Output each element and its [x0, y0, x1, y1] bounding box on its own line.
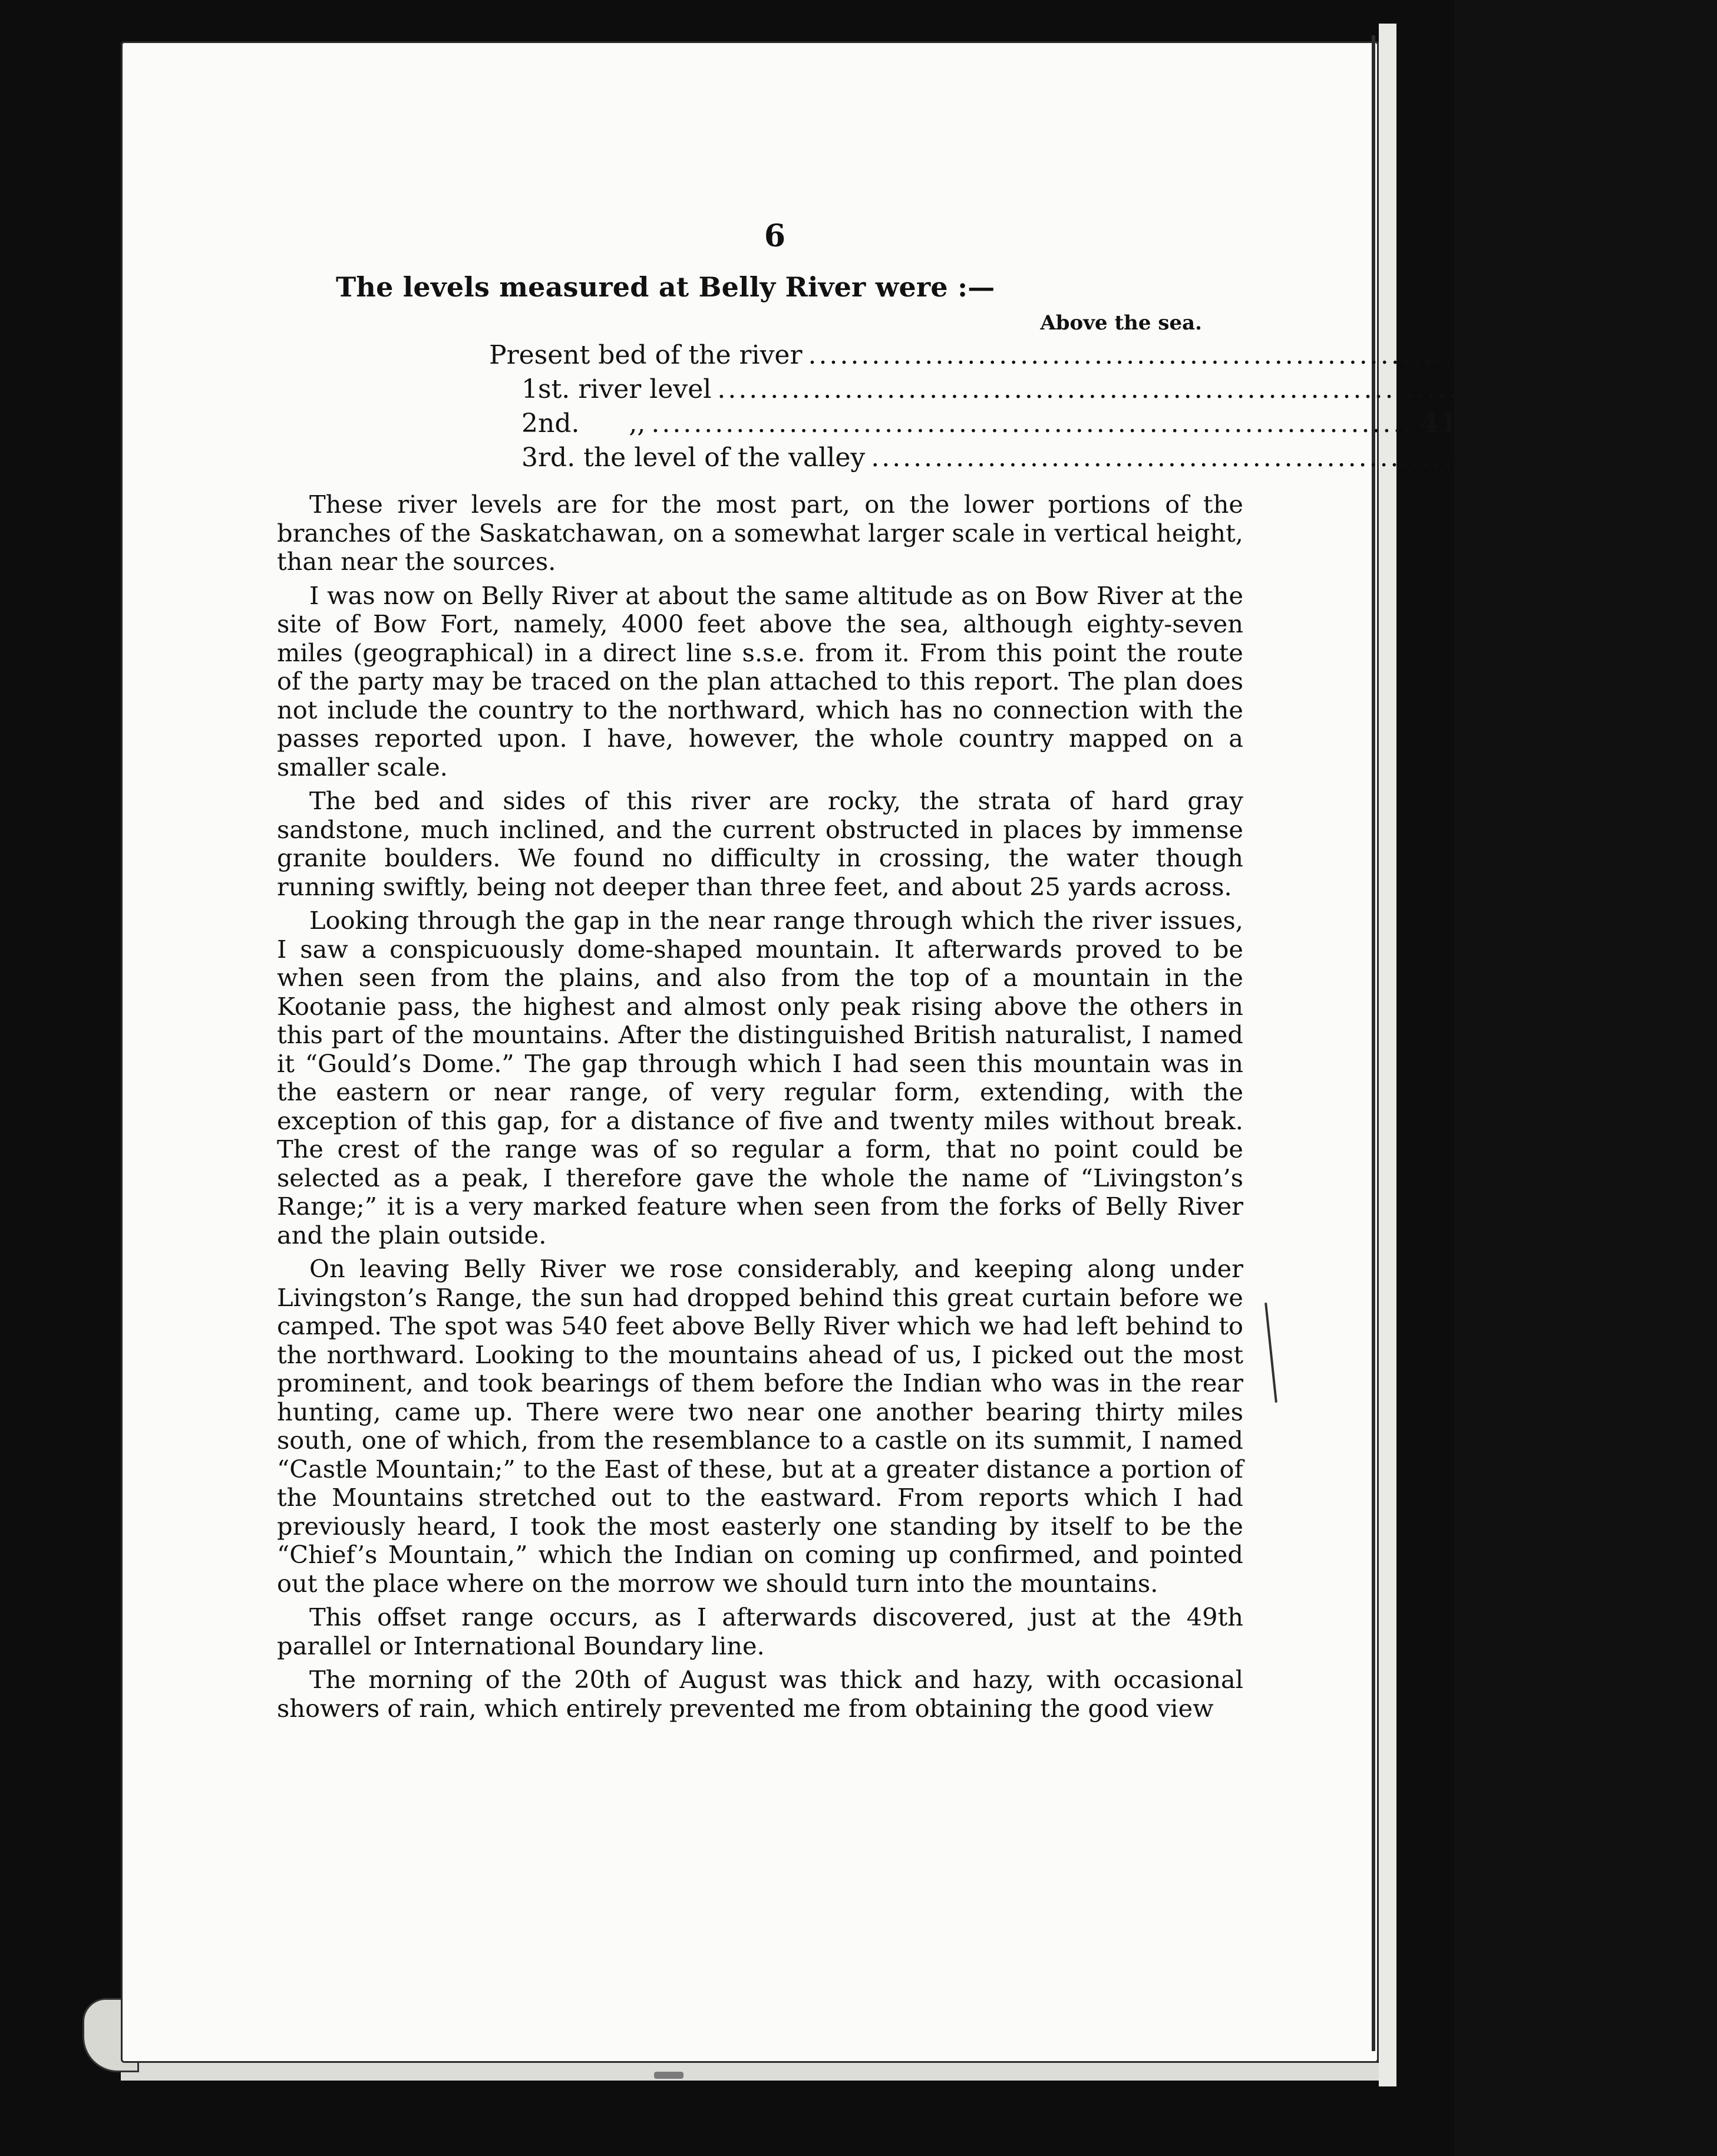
- adjacent-page-edge: [1379, 24, 1396, 2086]
- level-label: 1st. river level: [521, 374, 712, 404]
- page-bottom-edge: [121, 2063, 1379, 2081]
- paragraph: This offset range occurs, as I afterwards discovered, just at the 49th parallel or International Boundary line.: [277, 1603, 1243, 1660]
- page-binding-line: [1372, 35, 1375, 2051]
- levels-table: [277, 311, 1717, 475]
- level-value: 4024: [1577, 340, 1654, 370]
- levels-column-header: Above the sea.: [1040, 311, 1202, 335]
- paragraph: The morning of the 20th of August was thick and hazy, with occasional showers of rain, which entirely prevented me from obtaining the good view: [277, 1665, 1243, 1723]
- leader-dots: ........................................................................: [651, 408, 1415, 439]
- level-row: [277, 372, 1563, 407]
- paragraph: I was now on Belly River at about the same altitude as on Bow River at the site of Bow Fort, namely, 4000 feet above the sea, although eighty-seven miles (geographical) in a direct line s.s.e. from it. From this point the route of the party may be traced on the plan attached to this report. The plan does not include the country to the northward, which has no connection with the passes reported upon. I have, however, the whole country mapped on a smaller scale.: [277, 581, 1243, 782]
- level-row: [277, 338, 1654, 372]
- level-label: 2nd. ,,: [521, 408, 646, 439]
- level-row: [277, 407, 1497, 441]
- level-value: 4085: [1486, 374, 1563, 404]
- level-value: 4226: [1640, 443, 1717, 473]
- level-row: [277, 441, 1717, 475]
- page-content: [277, 218, 1717, 1723]
- leader-dots: ........................................................................: [717, 374, 1481, 404]
- paragraph: The bed and sides of this river are rocky, the strata of hard gray sandstone, much inclined, and the current obstructed in places by immense granite boulders. We found no difficulty in crossing, the water though running swiftly, being not deeper than three feet, and about 25 yards across.: [277, 786, 1243, 901]
- leader-dots: ........................................................................: [808, 340, 1571, 370]
- paragraph: Looking through the gap in the near range through which the river issues, I saw a conspicuously dome-shaped mountain. It afterwards proved to be when seen from the plains, and also from the top of a mountain in the Kootanie pass, the highest and almost only peak rising above the others in this part of the mountains. After the distinguished British naturalist, I named it “Gould’s Dome.” The gap through which I had seen this mountain was in the eastern or near range, of very regular form, extending, with the exception of this gap, for a distance of five and twenty miles without break. The crest of the range was of so regular a form, that no point could be selected as a peak, I therefore gave the whole the name of “Livingston’s Range;” it is a very marked feature when seen from the forks of Belly River and the plain outside.: [277, 906, 1243, 1250]
- ink-smudge: [654, 2072, 684, 2079]
- level-label: Present bed of the river: [489, 340, 803, 370]
- leader-dots: ........................................................................: [871, 443, 1635, 473]
- level-value: 4176: [1420, 408, 1497, 439]
- page-number: 6: [764, 218, 786, 254]
- level-label: 3rd. the level of the valley: [521, 443, 866, 473]
- levels-intro: The levels measured at Belly River were :—: [336, 271, 995, 303]
- paragraph: On leaving Belly River we rose considerably, and keeping along under Livingston’s Range, the sun had dropped behind this great curtain before we camped. The spot was 540 feet above Belly River which we had left behind to the northward. Looking to the mountains ahead of us, I picked out the most prominent, and took bearings of them before the Indian who was in the rear hunting, came up. There were two near one another bearing thirty miles south, one of which, from the resemblance to a castle on its summit, I named “Castle Mountain;” to the East of these, but at a greater distance a portion of the Mountains stretched out to the eastward. From reports which I had previously heard, I took the most easterly one standing by itself to be the “Chief’s Mountain,” which the Indian on coming up confirmed, and pointed out the place where on the morrow we should turn into the mountains.: [277, 1254, 1243, 1598]
- paragraph: These river levels are for the most part, on the lower portions of the branches of the Saskatchawan, on a somewhat larger scale in vertical height, than near the sources.: [277, 490, 1243, 576]
